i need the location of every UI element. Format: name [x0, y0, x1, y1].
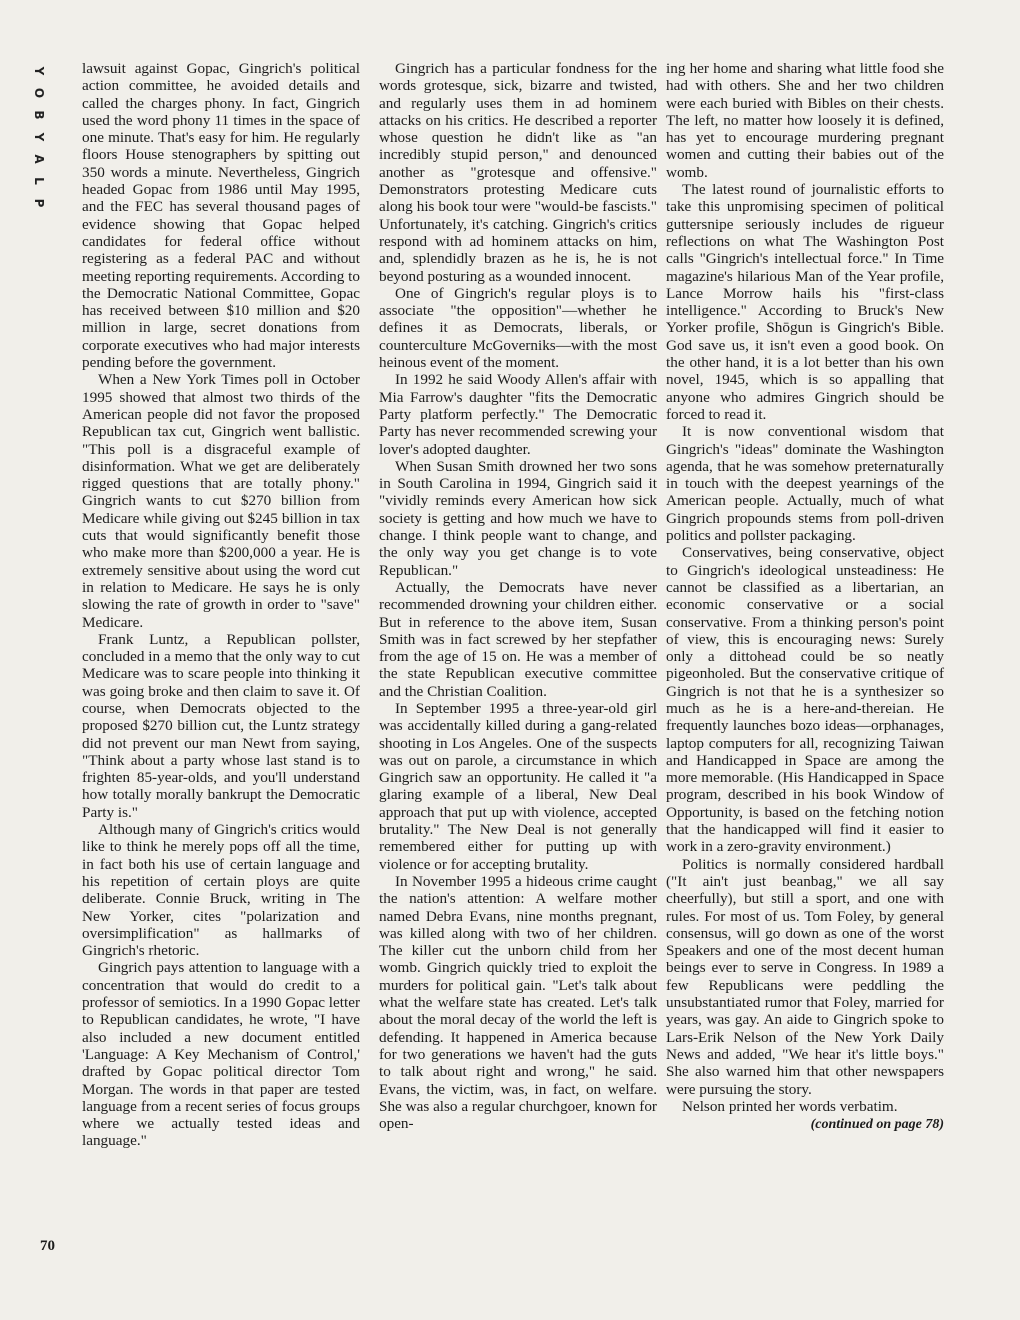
paragraph: When a New York Times poll in October 1995 showed that almost two thirds of the American people did not favor the proposed Republican tax cut, Gingrich went ballistic. "This poll is a disgraceful example of disinformation. What we get are deliberately rigged questions that are totally phony." Gingrich wants to cut $270 billion from Medicare while giving out $245 billion in tax cuts that would significantly benefit those who make more than $200,000 a year. He is extremely sensitive about using the word cut in relation to Medicare. He says he is only slowing the rate of growth in order to "save" Medicare. [82, 371, 360, 631]
magazine-letter: A [32, 154, 46, 164]
paragraph: Politics is normally considered hardball ("It ain't just beanbag," we all say cheerfully), but still a sport, and one with rules. For most of us. Tom Foley, by general consensus, will go down as one of the worst Speakers and one of the most decent human beings ever to serve in Congress. In 1989 a few Republicans were peddling the unsubstantiated rumor that Foley, married for years, was gay. An aide to Gingrich spoke to Lars-Erik Nelson of the New York Daily News and added, "We hear it's little boys." She also warned him that other newspapers were pursuing the story. [666, 855, 944, 1098]
paragraph: In November 1995 a hideous crime caught the nation's attention: A welfare mother named Debra Evans, nine months pregnant, was killed along with two of her children. The killer cut the unborn child from her womb. Gingrich quickly tried to exploit the murders for political gain. "Let's talk about what the welfare state has created. Let's talk about the moral decay of the world the left is defending. It happened in America because for two generations we haven't had the guts to talk about right and wrong," he said. Evans, the victim, was, in fact, on welfare. She was also a regular churchgoer, known for open- [379, 872, 657, 1133]
magazine-letter: P [32, 198, 46, 208]
paragraph: ing her home and sharing what little food she had with others. She and her two children were each buried with Bibles on their chests. The left, no matter how loosely it is defined, has yet to encourage murdering pregnant women and cutting their babies out of the womb. [666, 60, 944, 181]
paragraph: Nelson printed her words verbatim. [682, 1097, 898, 1115]
magazine-name-vertical [28, 60, 50, 214]
paragraph: Gingrich has a particular fondness for the words grotesque, sick, bizarre and twisted, and regularly uses them in ad hominem attacks on his critics. He described a reporter whose question he didn't like as "an incredibly stupid person," and denounced another as "grotesque and offensive." Demonstrators protesting Medicare cuts along his book tour were "would-be fascists." Unfortunately, it's catching. Gingrich's critics respond with ad hominem attacks on him, and, splendidly brazen as he is, he is not beyond posturing as a wounded innocent. [379, 60, 657, 285]
page-number: 70 [40, 1238, 55, 1254]
magazine-letter: O [32, 87, 46, 99]
magazine-letter: B [32, 110, 46, 120]
paragraph: The latest round of journalistic efforts to take this unpromising specimen of political guttersnipe seriously includes de rigueur reflections on what The Washington Post calls "Gingrich's intellectual force." In Time magazine's hilarious Man of the Year profile, Lance Morrow hails his "first-class intelligence." According to Bruck's New Yorker profile, Shōgun is Gingrich's Bible. God save us, it isn't even a good book. On the other hand, it is a lot better than his own novel, 1945, which is so appalling that anyone who admires Gingrich should be forced to read it. [666, 181, 944, 423]
paragraph: Conservatives, being conservative, object to Gingrich's ideological unsteadiness: He cannot be classified as a libertarian, an economic conservative or a social conservative. From a thinking person's point of view, this is encouraging news: Surely only a dittohead could be so neatly pigeonholed. But the conservative critique of Gingrich is not that he is a synthesizer so much as he is a here-and-thereian. He frequently launches bozo ideas—orphanages, laptop computers for all, recognizing Taiwan and Handicapped in Space are among the more memorable. (His Handicapped in Space program, described in his book Window of Opportunity, is based on the fetching notion that the handicapped will find it easier to work in a zero-gravity environment.) [666, 544, 944, 856]
continued-note: (continued on page 78) [810, 1117, 944, 1133]
paragraph: One of Gingrich's regular ploys is to associate "the opposition"—whether he defines it as Democrats, liberals, or counterculture McGoverniks—with the most heinous event of the moment. [379, 284, 657, 372]
article-column-3 [666, 60, 944, 1133]
paragraph: In 1992 he said Woody Allen's affair with Mia Farrow's daughter "fits the Democratic Party platform perfectly." The Democratic Party has never recommended screwing your lover's adopted daughter. [379, 371, 657, 458]
paragraph: It is now conventional wisdom that Gingrich's "ideas" dominate the Washington agenda, that he was somehow preternaturally in touch with the deepest yearnings of the American people. Actually, much of what Gingrich propounds stems from poll-driven politics and pollster packaging. [666, 423, 944, 545]
paragraph: Frank Luntz, a Republican pollster, concluded in a memo that the only way to cut Medicare was to scare people into thinking it was going broke and then claim to save it. Of course, when Democrats objected to the proposed $270 billion cut, the Luntz strategy did not prevent our man Newt from saying, "Think about a party whose last stand is to frighten 85-year-olds, and you'll understand how totally morally bankrupt the Democratic Party is." [82, 630, 360, 821]
paragraph: Although many of Gingrich's critics would like to think he merely pops off all the time, in fact both his use of certain language and his repetition of certain ploys are quite deliberate. Connie Bruck, writing in The New Yorker, cites "polarization and oversimplification" as hallmarks of Gingrich's rhetoric. [82, 821, 360, 960]
paragraph: In September 1995 a three-year-old girl was accidentally killed during a gang-related shooting in Los Angeles. One of the suspects was out on parole, a circumstance in which Gingrich saw an opportunity. He called it "a glaring example of a liberal, New Deal approach that put up with violence, accepted brutality." The New Deal is not generally remembered either for putting up with violence or for accepting brutality. [379, 699, 657, 873]
paragraph: When Susan Smith drowned her two sons in South Carolina in 1994, Gingrich said it "vividly reminds every American how sick society is getting and how much we have to change. I think people want to change, and the only way you get change is to vote Republican." [379, 457, 657, 579]
article-column-1 [82, 60, 360, 1150]
paragraph: Gingrich pays attention to language with a concentration that would do credit to a professor of semiotics. In a 1990 Gopac letter to Republican candidates, he wrote, "I have also included a new document entitled 'Language: A Key Mechanism of Control,' drafted by Gopac political director Tom Morgan. The words in that paper are tested language from a recent series of focus groups where we actually tested ideas and language." [82, 959, 360, 1150]
magazine-letter: Y [32, 66, 46, 76]
paragraph: lawsuit against Gopac, Gingrich's political action committee, he avoided details and called the charges phony. In fact, Gingrich used the word phony 11 times in the space of one minute. That's easy for him. He regularly floors House stenographers by spitting out 350 words a minute. Nevertheless, Gingrich headed Gopac from 1986 until May 1995, and the FEC has several thousand pages of evidence showing that Gopac helped candidates for federal office without registering as a federal PAC and without meeting reporting requirements. According to the Democratic National Committee, Gopac has received between $10 million and $20 million in large, secret donations from corporate executives who had major interests pending before the government. [82, 60, 360, 372]
magazine-letter: Y [32, 132, 46, 142]
magazine-letter: L [32, 177, 46, 185]
article-column-2 [379, 60, 657, 1132]
paragraph: Actually, the Democrats have never recommended drowning your children either. But in reference to the above item, Susan Smith was in fact screwed by her stepfather from the age of 15 on. He was a member of the state Republican executive committee and the Christian Coalition. [379, 578, 657, 700]
